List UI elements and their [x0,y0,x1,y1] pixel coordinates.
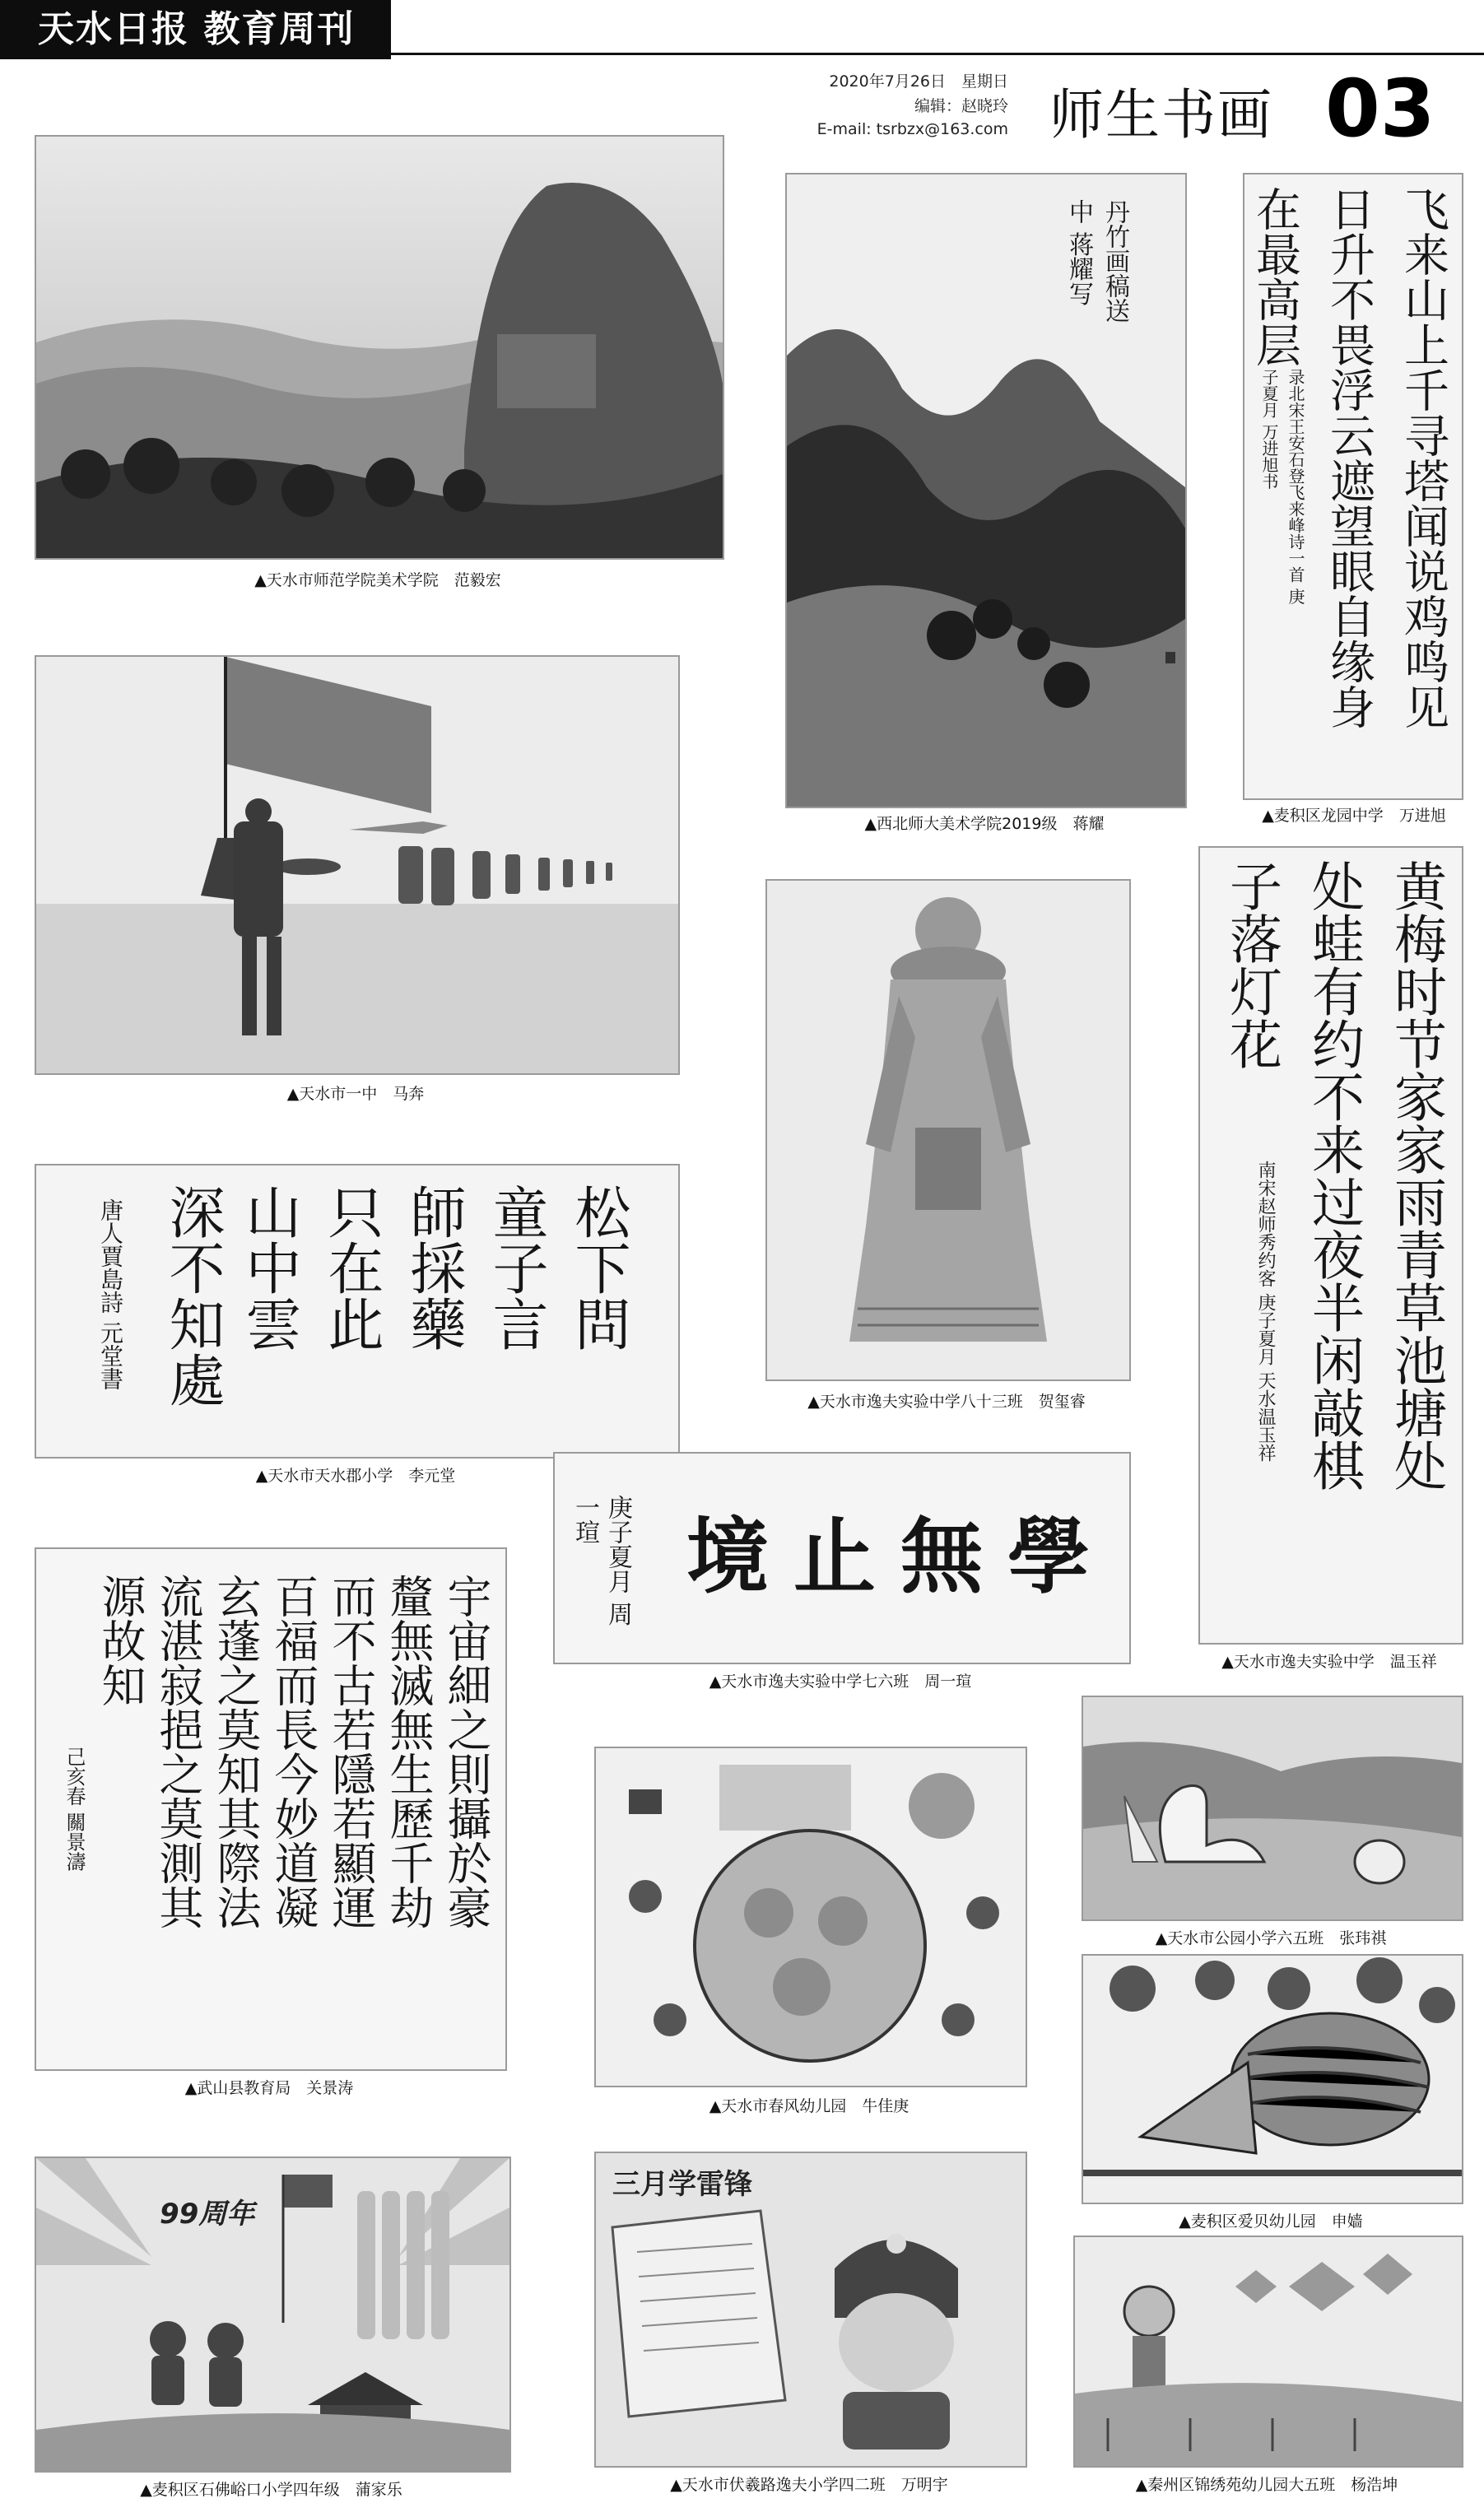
artwork-swan-drawing [1082,1696,1463,1921]
artwork-calligraphy-vertical [1198,846,1463,1645]
calligraphy-column: 童子言 [483,1184,548,1352]
email-line: E-mail: tsrbzx@163.com [816,120,1008,138]
masthead-title: 天水日报 教育周刊 [38,8,356,50]
artwork-seal-script [553,1452,1131,1664]
seal-script-text: 學無止境 [686,1508,1114,1605]
artwork-calligraphy-scroll [35,1547,507,2071]
artwork-figure-sketch [765,879,1131,1381]
artwork-caption: ▲天水市逸夫实验中学七六班 周一瑄 [709,1673,972,1691]
artwork-anniversary-drawing [35,2156,511,2473]
artwork-caption: ▲天水市春风幼儿园 牛佳庚 [709,2097,909,2115]
calligraphy-column: 只在此 [319,1184,384,1352]
drawing-text: 99周年 [160,2198,255,2231]
calligraphy-inscription: 南宋赵师秀约客 庚子夏月 天水温玉祥 [1255,1161,1276,1462]
artwork-caption: ▲麦积区石佛峪口小学四年级 蒲家乐 [140,2481,402,2499]
artwork-globe-drawing [594,1747,1027,2087]
artwork-caption: ▲麦积区龙园中学 万进旭 [1262,807,1446,825]
calligraphy-column: 源故知 [95,1574,147,1707]
artwork-landscape-painting [35,135,724,560]
artwork-caption: ▲天水市公园小学六五班 张玮祺 [1155,1929,1387,1947]
calligraphy-column: 黄梅时节家家雨青草池塘处 [1385,859,1446,1491]
header-rule [391,53,1484,55]
editor-line: 编辑：赵晓玲 [914,97,1008,115]
calligraphy-column: 師採藥 [401,1184,466,1352]
calligraphy-column: 处蛙有约不来过夜半闲敲棋 [1303,859,1364,1491]
calligraphy-column: 子落灯花 [1221,859,1282,1070]
artwork-watermelon-drawing [1082,1954,1463,2204]
artwork-caption: ▲西北师大美术学院2019级 蒋耀 [864,815,1105,833]
artwork-children-drawing [1073,2236,1463,2468]
issue-date: 2020年7月26日 星期日 [829,72,1008,91]
calligraphy-column: 日升不畏浮云遮望眼自缘身 [1323,186,1375,729]
artwork-caption: ▲天水市逸夫实验中学八十三班 贺玺睿 [807,1393,1086,1411]
calligraphy-column: 深不知處 [160,1184,225,1407]
calligraphy-column: 飞来山上千寻塔闻说鸡鸣见 [1397,186,1449,729]
artwork-caption: ▲天水市天水郡小学 李元堂 [255,1467,456,1485]
calligraphy-inscription: 录北宋王安石登飞来峰诗一首 庚子夏月 万进旭书 [1259,369,1305,605]
artwork-soldier-drawing [35,655,680,1075]
artwork-caption: ▲秦州区锦绣苑幼儿园大五班 杨浩坤 [1135,2476,1398,2494]
painting-inscription: 丹竹画稿送中 蒋耀写 [1064,199,1129,323]
artwork-caption: ▲天水市师范学院美术学院 范毅宏 [254,571,501,589]
artwork-caption: ▲麦积区爱贝幼儿园 申嫱 [1179,2212,1363,2231]
calligraphy-column: 釐無滅無生歷千劫 [383,1574,435,1929]
calligraphy-inscription: 庚子夏月 周一瑄 [570,1495,632,1626]
calligraphy-column: 松下問 [565,1184,630,1352]
artwork-caption: ▲天水市一中 马奔 [286,1085,425,1103]
artwork-caption: ▲天水市逸夫实验中学 温玉祥 [1221,1653,1437,1671]
artwork-caption: ▲武山县教育局 关景涛 [184,2079,354,2097]
section-title: 师生书画 [1049,83,1273,147]
calligraphy-column: 宇宙細之則攝於豪 [440,1574,492,1929]
artwork-leifeng-drawing [594,2152,1027,2468]
calligraphy-column: 山中雲 [236,1184,301,1352]
artwork-ink-landscape [785,173,1187,808]
artwork-calligraphy-horizontal [35,1164,680,1459]
calligraphy-inscription: 唐人賈島詩 元堂書 [97,1198,124,1390]
calligraphy-inscription: 己亥春 關景濤 [63,1747,86,1872]
artwork-calligraphy-vertical [1243,173,1463,800]
drawing-text: 三月学雷锋 [612,2168,752,2201]
calligraphy-column: 百福而長今妙道凝 [267,1574,319,1929]
calligraphy-column: 在最高层 [1249,186,1301,367]
calligraphy-column: 玄蓬之莫知其際法 [210,1574,262,1929]
artwork-caption: ▲天水市伏羲路逸夫小学四二班 万明宇 [670,2476,948,2494]
calligraphy-column: 而不古若隱若顯運 [325,1574,377,1929]
page-number: 03 [1325,63,1435,155]
calligraphy-column: 流湛寂挹之莫測其 [152,1574,204,1929]
